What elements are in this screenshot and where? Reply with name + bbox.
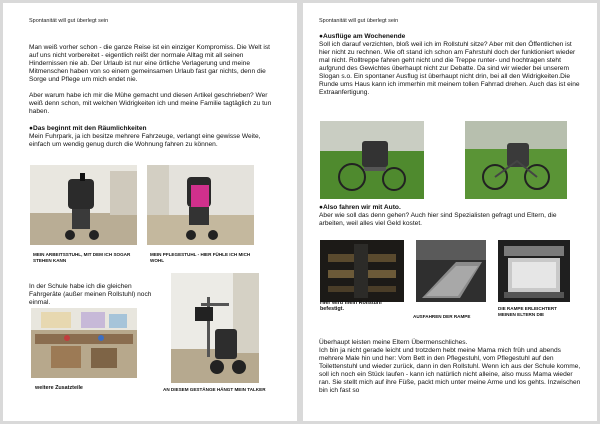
parents-paragraph: Überhaupt leisten meine Eltern Übermenschliches. Ich bin ja nicht gerade leicht und trotzdem hebt meine Mama mich früh und abends mehrere Male hin und her: Vom Bett in den Pflegestuhl, vom Pflegestuhl auf den Toilettenstuhl und wieder zurück, dann in den Rollstuhl. Wenn ich aus der Schule komme, soll ich noch ein Stück laufen - kann ich natürlich nicht alleine, also muss Mama wieder ran. Sie stellt mich auf ihre Füße, packt mich unter meine Arme und los gehts. Inzwischen bin ich fast so — [319, 339, 581, 394]
photo-ramp-out — [416, 240, 486, 302]
caption-ramp-easy: DIE RAMPE ERLEICHTERT MEINEN ELTERN DIE — [498, 306, 557, 317]
page-header: Spontanität will gut überlegt sein — [319, 18, 399, 24]
caption-ramp-out: AUSFAHREN DER RAMPE — [413, 314, 471, 319]
why-paragraph: Aber warum habe ich mir die Mühe gemacht und diesen Artikel geschrieben? Wer weiß denn schon, mit welchen Widrigkeiten ich und meine Familie tagtäglich zu tun haben. — [29, 92, 272, 115]
left-page — [3, 3, 297, 421]
page-header: Spontanität will gut überlegt sein — [29, 18, 109, 24]
photo-talker — [171, 273, 259, 383]
caption-care-chair: MEIN PFLEGESTUHL - HIER FÜHLE ICH MICH WOHL — [150, 252, 251, 263]
photo-ramp-easy — [498, 240, 570, 302]
weekend-heading: ●Ausflüge am Wochenende — [319, 33, 406, 40]
caption-secured: Hier wird mein Rollstuhl befestigt. — [320, 300, 382, 313]
section-heading: ●Das beginnt mit den Räumlichkeiten — [29, 125, 147, 132]
caption-work-chair: MEIN ARBEITSSTUHL, MIT DEM ICH SOGAR STEHEN KANN — [33, 252, 131, 263]
car-title: Also fahren wir mit Auto. — [322, 204, 401, 211]
caption-talker: AN DIESEM GESTÄNGE HÄNGT MEIN TALKER — [163, 387, 266, 392]
car-heading: ●Also fahren wir mit Auto. — [319, 204, 401, 211]
photo-work-chair — [30, 165, 137, 245]
caption-extras: weitere Zusatzteile — [35, 385, 83, 391]
photo-trike-left — [320, 121, 424, 199]
weekend-paragraph: Soll ich darauf verzichten, bloß weil ich im Rollstuhl sitze? Aber mit den Öffentlichen ist hier nicht zu rechnen. Wie oft stand ich schon am Fahrstuhl doch der funktioniert wieder mal nicht. Rolltreppe fahren geht nicht und die Treppe runter- und hochtragen steht aufgrund des Gewichtes überhaupt nicht zur Debatte. Da sind wir wieder bei unserem Slogan s.o. Ein spontaner Ausflug ist überhaupt nicht drin, bei all den Widrigkeiten.Die Runde ums Haus kann ich immerhin mit meinem tollen Fahrrad drehen. Auch das ist eine Extraanfertigung. — [319, 41, 580, 96]
car-paragraph: Aber wie soll das denn gehen? Auch hier sind Spezialisten gefragt und Eltern, die arbeiten, weil alles viel Geld kostet. — [319, 212, 557, 227]
weekend-title: Ausflüge am Wochenende — [322, 33, 406, 40]
right-page — [303, 3, 597, 421]
photo-extras — [31, 308, 137, 378]
intro-paragraph: Man weiß vorher schon - die ganze Reise ist ein einziger Kompromiss. Die Welt ist auf uns nicht vorbereitet - eigentlich reißt der normale Alltag mit all seinen Hindernissen nie ab. Der Urlaub ist nur eine örtliche Verlagerung und meine Mitmenschen haben von so einem gemeinsamen Urlaub fast gar nichts, denn die Sorge und Pflege um mich endet nie. — [29, 44, 271, 83]
photo-mount — [320, 240, 404, 302]
section-title: Das beginnt mit den Räumlichkeiten — [32, 125, 147, 132]
section-paragraph: Mein Fuhrpark, ja ich besitze mehrere Fahrzeuge, verlangt eine gewisse Weite, einfach um wendig genug durch die Wohnung fahren zu können. — [29, 133, 261, 148]
school-paragraph: In der Schule habe ich die gleichen Fahrgeräte (außer meinen Rollstuhl) noch einmal. — [29, 283, 152, 306]
photo-trike-right — [465, 121, 567, 199]
photo-care-chair — [147, 165, 254, 245]
